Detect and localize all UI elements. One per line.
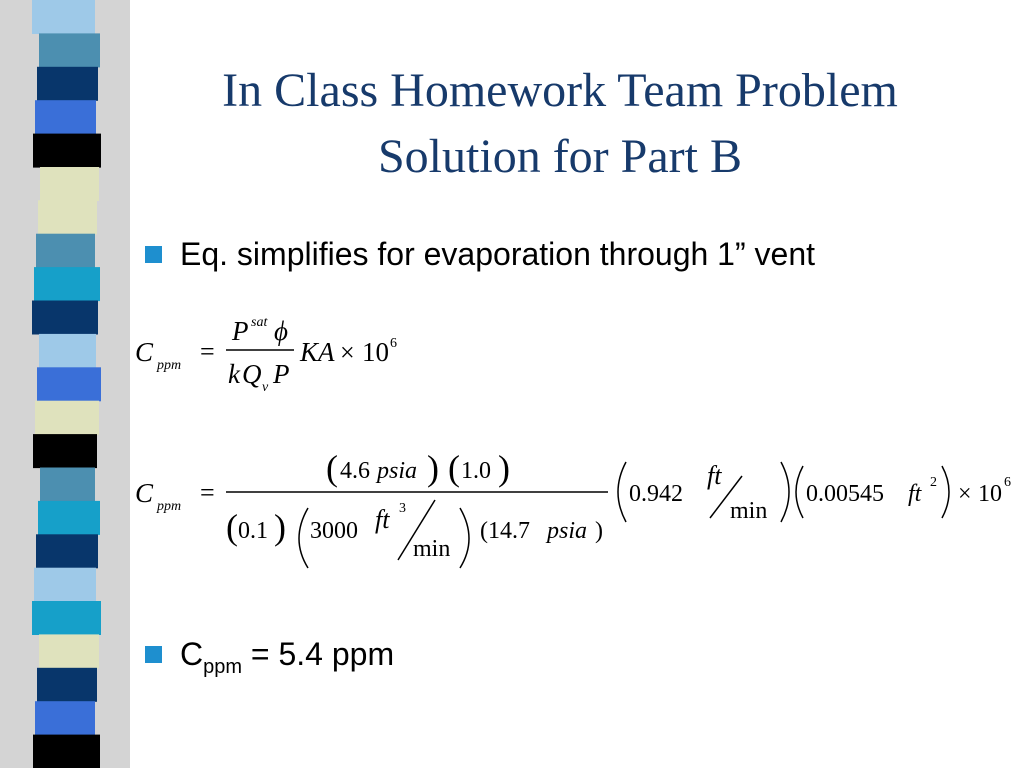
eq2-num-value-1: 4.6 (340, 458, 370, 484)
eq2-rhs-value-1: 0.942 (629, 481, 683, 507)
eq1-den-q: Q (242, 359, 262, 389)
slide-title-line-2: Solution for Part B (377, 130, 742, 183)
stripe-segment (36, 534, 98, 568)
stripe-segment (35, 100, 96, 134)
eq2-rhs-ft: ft (707, 461, 722, 490)
stripe-segment (40, 468, 95, 502)
eq2-exponent: 6 (1004, 475, 1011, 490)
eq1-times: × (340, 338, 355, 367)
eq1-den-p: P (273, 359, 290, 389)
eq2-rhs-ft2: ft (908, 481, 922, 507)
stripe-segment (37, 67, 98, 101)
stripe-segment (35, 701, 95, 735)
eq1-ten: 10 (362, 337, 389, 367)
stripe-segment (38, 200, 97, 234)
eq1-ka: KA (300, 337, 335, 367)
stripe-segment (34, 267, 100, 301)
eq2-den-lparen-1: ( (226, 507, 238, 547)
stripe-segment (34, 568, 96, 602)
slide-title-line-1: In Class Homework Team Problem (222, 64, 898, 117)
stripe-segment (39, 334, 96, 368)
square-bullet-icon (145, 246, 162, 263)
eq1-den-k: k (228, 359, 240, 389)
eq2-rhs-ft2-exponent: 2 (930, 475, 937, 490)
bullet-text-1: Eq. simplifies for evaporation through 1” vent (180, 236, 815, 272)
result-value: = 5.4 ppm (242, 636, 395, 672)
eq2-rhs-rparen-2 (942, 466, 949, 518)
stripe-segment (37, 668, 97, 702)
eq1-equals: = (200, 337, 215, 366)
eq1-num-sat: sat (251, 315, 268, 330)
square-bullet-icon (145, 646, 162, 663)
eq1-lhs-subscript: ppm (157, 358, 182, 373)
eq2-num-value-2: 1.0 (461, 458, 491, 484)
stripe-segment (38, 501, 100, 535)
result-subscript: ppm (203, 656, 243, 678)
stripe-segment (39, 33, 100, 67)
stripe-segment (40, 167, 99, 201)
eq2-den-value-2: 3000 (310, 518, 358, 544)
eq2-ten: 10 (978, 481, 1002, 507)
eq2-lhs-subscript: ppm (157, 499, 182, 514)
stripe-segment (32, 301, 98, 335)
eq1-den-v: v (262, 380, 269, 395)
eq2-den-rparen-3: ) (595, 518, 603, 544)
eq2-den-min: min (413, 536, 451, 562)
eq2-num-unit-1: psia (377, 458, 418, 484)
decorative-stripe-bar (0, 0, 130, 768)
eq2-num-lparen-2: ( (448, 450, 460, 488)
eq2-rhs-value-2: 0.00545 (806, 481, 884, 507)
eq2-den-ft-exponent: 3 (399, 501, 406, 516)
result-c-symbol: C (180, 636, 204, 672)
eq2-num-rparen-1: ) (427, 450, 439, 488)
stripe-segment (37, 367, 101, 401)
stripe-segment (33, 134, 101, 168)
stripe-segment (35, 401, 99, 435)
stripe-segment (32, 601, 101, 635)
stripe-segment (33, 434, 97, 468)
eq1-exponent: 6 (390, 336, 397, 351)
eq2-times: × (958, 481, 972, 507)
equation-1 (130, 305, 430, 405)
bullet-item-1 (145, 236, 815, 273)
stripe-segment (36, 234, 95, 268)
eq2-equals: = (200, 478, 215, 507)
eq1-num-phi: ϕ (274, 316, 288, 346)
eq2-den-big-lparen (299, 508, 308, 568)
eq2-rhs-rparen-1 (781, 462, 789, 522)
eq2-den-big-rparen (460, 508, 469, 568)
bullet-item-2 (145, 636, 395, 678)
eq1-num-p: P (232, 316, 249, 346)
equation-2 (130, 450, 1022, 580)
eq2-rhs-lparen-1 (618, 462, 626, 522)
eq2-den-ft: ft (375, 505, 390, 534)
eq2-lhs-c: C (135, 478, 154, 508)
eq2-rhs-lparen-2 (796, 466, 803, 518)
eq2-rhs-min: min (730, 498, 768, 524)
eq2-num-rparen-2: ) (498, 450, 510, 488)
result-text (180, 636, 395, 678)
stripe-segment (33, 735, 100, 768)
stripe-segment (32, 0, 95, 34)
stripe-segment (39, 634, 99, 668)
eq1-lhs-c: C (135, 337, 154, 367)
eq2-num-lparen-1: ( (326, 450, 338, 488)
eq2-den-unit-3: psia (547, 518, 588, 544)
eq2-den-value-1: 0.1 (238, 518, 268, 544)
slide-title (130, 58, 990, 190)
eq2-den-value-3: (14.7 (480, 518, 530, 544)
eq2-den-rparen-1: ) (274, 507, 286, 547)
